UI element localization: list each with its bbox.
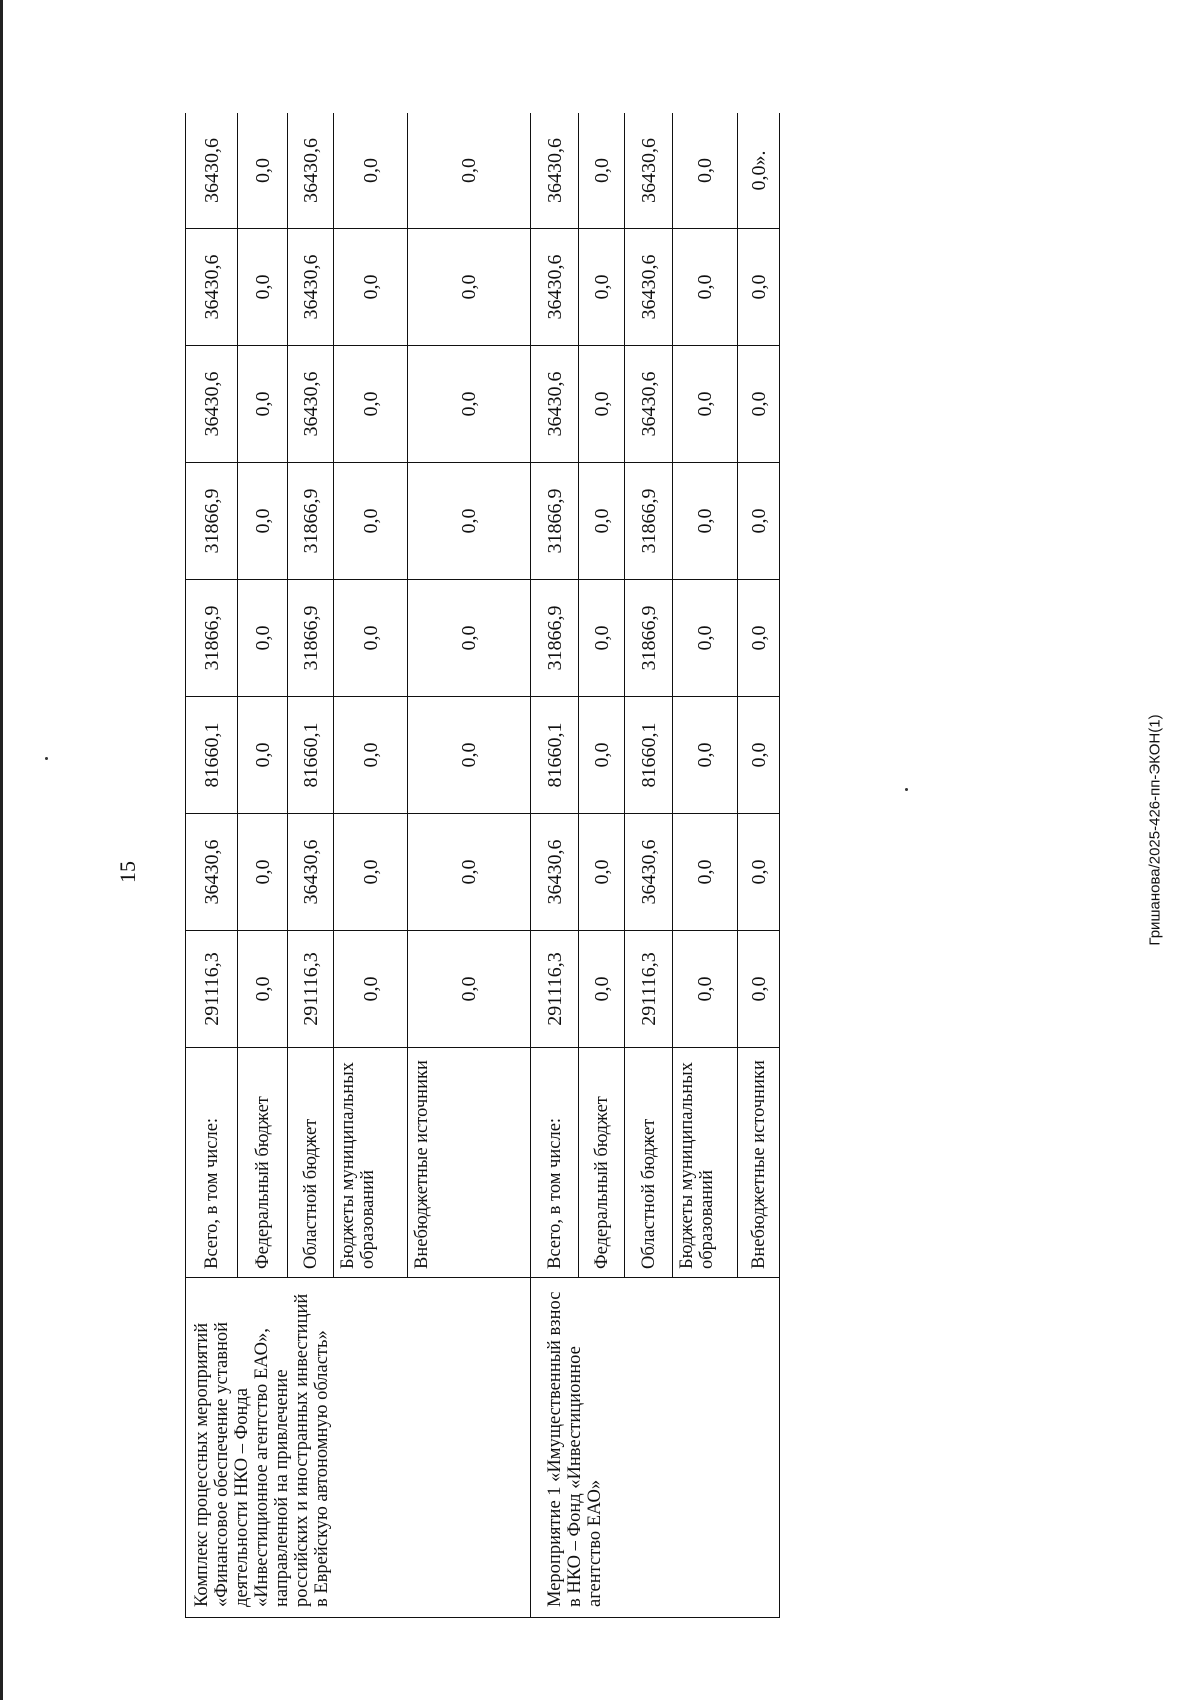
value-cell: 36430,6 [186,814,238,931]
value-cell: 0,0 [673,229,738,346]
value-cell: 36430,6 [531,346,579,463]
value-cell: 0,0 [238,346,288,463]
value-cell: 0,0 [738,931,780,1048]
value-cell: 31866,9 [531,580,579,697]
value-cell: 36430,6 [288,814,334,931]
value-cell: 0,0 [673,463,738,580]
funding-source: Областной бюджет [288,1048,334,1278]
value-cell: 0,0 [407,113,530,229]
value-cell: 0,0 [738,346,780,463]
value-cell: 0,0 [738,697,780,814]
value-cell: 81660,1 [186,697,238,814]
value-cell: 0,0 [334,113,407,229]
funding-source: Всего, в том числе: [531,1048,579,1278]
value-cell: 31866,9 [288,463,334,580]
value-cell: 36430,6 [288,346,334,463]
value-cell: 36430,6 [625,229,673,346]
value-cell: 36430,6 [186,113,238,229]
value-cell: 0,0 [579,229,625,346]
value-cell: 291116,3 [531,931,579,1048]
value-cell: 36430,6 [186,229,238,346]
value-cell: 0,0 [407,931,530,1048]
table-row [186,113,238,1618]
funding-source: Внебюджетные источники [407,1048,530,1278]
value-cell: 291116,3 [288,931,334,1048]
group-title: Мероприятие 1 «Имущественный взнос в НКО – Фонд «Инвестиционное агентство ЕАО» [531,1278,780,1618]
value-cell: 0,0 [238,113,288,229]
value-cell: 36430,6 [625,113,673,229]
funding-source: Внебюджетные источники [738,1048,780,1278]
value-cell: 0,0 [334,697,407,814]
budget-table [185,113,780,1618]
value-cell: 36430,6 [186,346,238,463]
funding-source: Федеральный бюджет [238,1048,288,1278]
value-cell: 0,0 [673,113,738,229]
value-cell: 31866,9 [288,580,334,697]
value-cell: 0,0 [238,580,288,697]
scan-speck [905,788,908,791]
funding-source: Бюджеты муниципальных образований [334,1048,407,1278]
value-cell: 0,0 [334,931,407,1048]
value-cell: 0,0 [334,229,407,346]
value-cell: 0,0 [407,346,530,463]
value-cell: 36430,6 [625,346,673,463]
value-cell: 0,0». [738,113,780,229]
rotated-table-container [185,113,780,1618]
value-cell: 0,0 [738,463,780,580]
value-cell: 0,0 [407,697,530,814]
value-cell: 36430,6 [531,113,579,229]
value-cell: 0,0 [738,814,780,931]
value-cell: 0,0 [579,931,625,1048]
scan-left-border [0,0,3,1700]
table-body [186,113,780,1618]
value-cell: 81660,1 [531,697,579,814]
value-cell: 0,0 [673,931,738,1048]
value-cell: 0,0 [579,697,625,814]
funding-source: Федеральный бюджет [579,1048,625,1278]
value-cell: 31866,9 [625,463,673,580]
value-cell: 36430,6 [531,814,579,931]
value-cell: 36430,6 [288,229,334,346]
value-cell: 31866,9 [625,580,673,697]
value-cell: 0,0 [334,463,407,580]
value-cell: 0,0 [738,580,780,697]
value-cell: 291116,3 [625,931,673,1048]
value-cell: 31866,9 [531,463,579,580]
value-cell: 0,0 [238,814,288,931]
value-cell: 0,0 [579,814,625,931]
value-cell: 0,0 [738,229,780,346]
value-cell: 0,0 [334,814,407,931]
table-row [531,113,579,1618]
value-cell: 0,0 [334,346,407,463]
budget-table-region [185,113,785,1623]
scan-speck [45,757,48,760]
value-cell: 0,0 [673,697,738,814]
value-cell: 0,0 [238,697,288,814]
value-cell: 31866,9 [186,580,238,697]
funding-source: Областной бюджет [625,1048,673,1278]
value-cell: 0,0 [238,463,288,580]
value-cell: 36430,6 [625,814,673,931]
value-cell: 0,0 [673,814,738,931]
page-number: 15 [115,861,140,883]
document-code-text: Гришанова/2025-426-пп-ЭКОН(1) [1146,714,1164,946]
value-cell: 0,0 [407,814,530,931]
value-cell: 36430,6 [531,229,579,346]
value-cell: 0,0 [673,580,738,697]
value-cell: 31866,9 [186,463,238,580]
value-cell: 0,0 [238,931,288,1048]
funding-source: Всего, в том числе: [186,1048,238,1278]
value-cell: 0,0 [407,580,530,697]
value-cell: 0,0 [238,229,288,346]
value-cell: 0,0 [673,346,738,463]
value-cell: 0,0 [407,463,530,580]
value-cell: 0,0 [579,463,625,580]
value-cell: 0,0 [334,580,407,697]
value-cell: 0,0 [407,229,530,346]
document-code [1145,714,1165,946]
value-cell: 291116,3 [186,931,238,1048]
value-cell: 0,0 [579,113,625,229]
value-cell: 0,0 [579,580,625,697]
funding-source: Бюджеты муниципальных образований [673,1048,738,1278]
value-cell: 0,0 [579,346,625,463]
value-cell: 36430,6 [288,113,334,229]
group-title: Комплекс процессных мероприятий «Финансовое обеспечение уставной деятельности НКО – Фонда «Инвестиционное агентство ЕАО», направленной на привлечение российских и иностранных инвестиций в Еврейскую автономную область» [186,1278,531,1618]
value-cell: 81660,1 [288,697,334,814]
value-cell: 81660,1 [625,697,673,814]
